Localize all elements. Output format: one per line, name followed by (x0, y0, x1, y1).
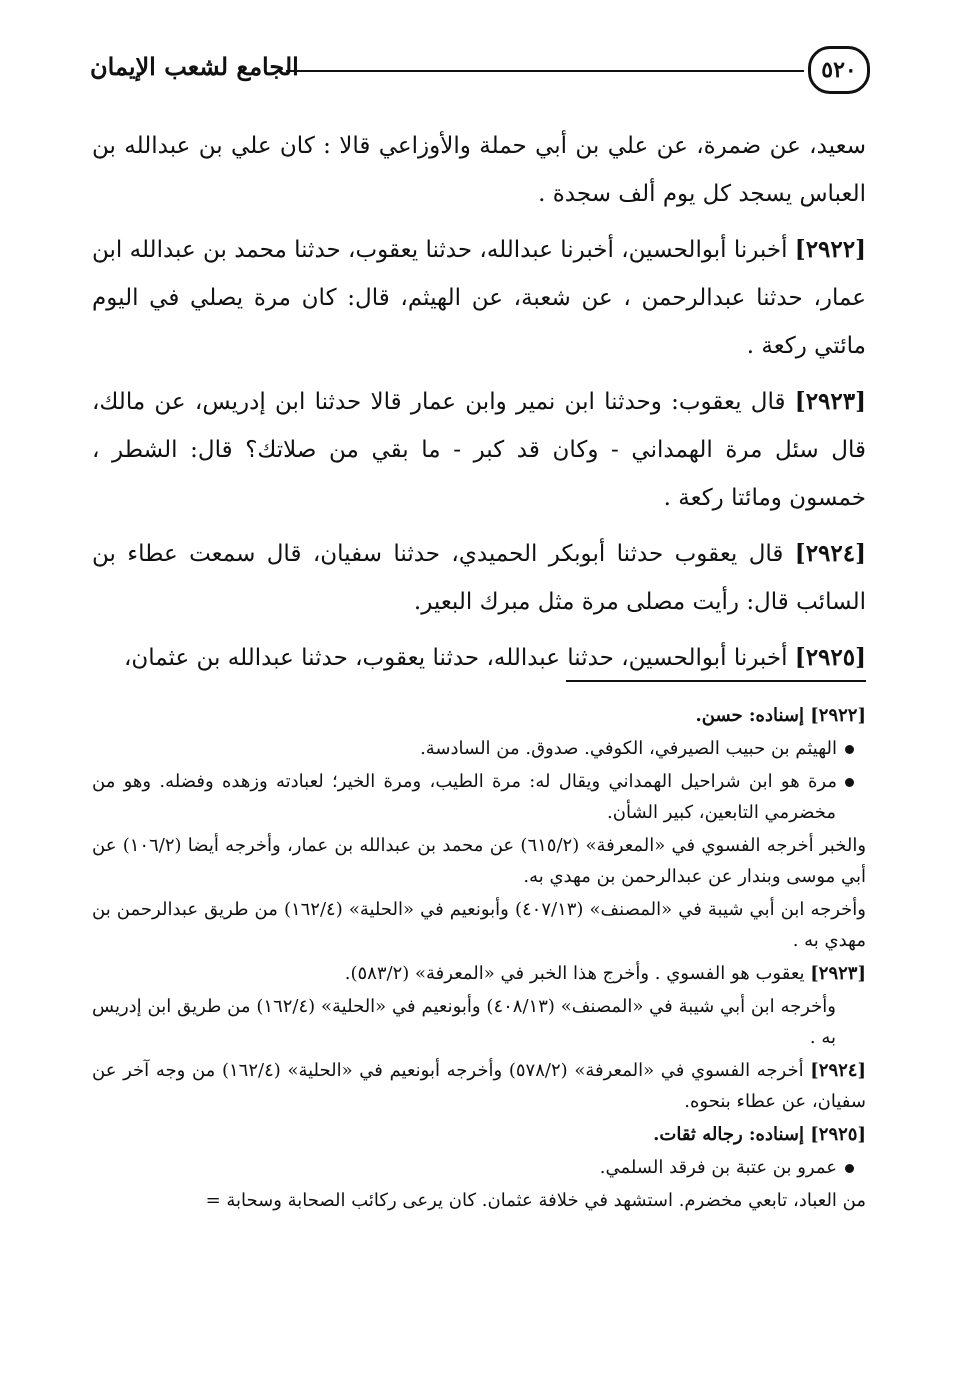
footnote-text: عمرو بن عتبة بن فرقد السلمي. (599, 1157, 837, 1178)
footnote-2924 (92, 1055, 866, 1117)
hadith-2923 (92, 378, 866, 522)
hadith-2924 (92, 530, 866, 626)
hadith-text: أخبرنا أبوالحسين، حدثنا عبدالله، حدثنا يعقوب، حدثنا عبدالله بن عثمان، (123, 645, 795, 671)
footnote-separator (566, 680, 866, 682)
footnote-text: من العباد، تابعي مخضرم. استشهد في خلافة عثمان. كان يرعى ركائب الصحابة وسحابة = (205, 1190, 866, 1211)
footnote-text: وأخرجه ابن أبي شيبة في «المصنف» (٤٠٨/١٣) وأبونعيم في «الحلية» (١٦٢/٤) من طريق ابن إدريس به . (92, 996, 837, 1048)
footnote-2922-heading (92, 700, 866, 731)
hadith-text: قال يعقوب: وحدثنا ابن نمير وابن عمار قالا حدثنا ابن إدريس، عن مالك، قال سئل مرة الهمداني - وكان قد كبر - ما بقي من صلاتك؟ قال: الشطر ، خمسون ومائتا ركعة . (92, 389, 866, 511)
main-text (92, 122, 866, 690)
footnote-heading: يعقوب هو الفسوي . وأخرج هذا الخبر في «المعرفة» (٥٨٣/٢). (344, 963, 811, 984)
hadith-number: [٢٩٢٢] (794, 236, 866, 263)
footnote-bullet-item (92, 1152, 866, 1183)
bullet-icon (845, 745, 854, 754)
header-rule (286, 70, 804, 72)
hadith-2922 (92, 226, 866, 370)
footnote-text: الهيثم بن حبيب الصيرفي، الكوفي. صدوق. من السادسة. (420, 738, 837, 759)
footnote-bullet-item (92, 733, 866, 764)
hadith-number: [٢٩٢٥] (794, 644, 866, 671)
footnote-number: [٢٩٢٢] (810, 705, 866, 726)
hadith-text: قال يعقوب حدثنا أبوبكر الحميدي، حدثنا سفيان، قال سمعت عطاء بن السائب قال: رأيت مصلى مرة مثل مبرك البعير. (92, 541, 866, 615)
bullet-icon (845, 1164, 854, 1173)
footnotes (92, 700, 866, 1218)
hadith-2925 (92, 634, 866, 682)
footnote-number: [٢٩٢٣] (810, 963, 866, 984)
hadith-number: [٢٩٢٤] (794, 540, 866, 567)
paragraph: سعيد، عن ضمرة، عن علي بن أبي حملة والأوزاعي قالا : كان علي بن عبدالله بن العباس يسجد كل يوم ألف سجدة . (92, 133, 866, 207)
footnote-text: أخرجه الفسوي في «المعرفة» (٥٧٨/٢) وأخرجه أبونعيم في «الحلية» (١٦٢/٤) من وجه آخر عن سفيان، عن عطاء بنحوه. (92, 1060, 866, 1112)
footnote-bullet-item (92, 766, 866, 828)
running-title: الجامع لشعب الإيمان (90, 52, 299, 81)
footnote-text: والخبر أخرجه الفسوي في «المعرفة» (٦١٥/٢) عن محمد بن عبدالله بن عمار، وأخرجه أيضا (١٠٦/٢) عن أبي موسى وبندار عن عبدالرحمن بن مهدي به. (92, 835, 867, 887)
footnote-2923-heading (92, 958, 866, 989)
footnote-number: [٢٩٢٤] (810, 1060, 866, 1081)
footnote-text: وأخرجه ابن أبي شيبة في «المصنف» (٤٠٧/١٣) وأبونعيم في «الحلية» (١٦٢/٤) من طريق عبدالرحمن بن مهدي به . (92, 899, 866, 951)
bullet-icon (845, 778, 854, 787)
footnote-heading: إسناده: حسن. (695, 705, 811, 726)
page-number-badge: ٥٢٠ (808, 46, 870, 94)
footnote-2925-heading (92, 1119, 866, 1150)
page-header (90, 40, 870, 102)
footnote-text: مرة هو ابن شراحيل الهمداني ويقال له: مرة الطيب، ومرة الخير؛ لعبادته وزهده وفضله. وهو من مخضرمي التابعين، كبير الشأن. (92, 771, 837, 823)
hadith-text: أخبرنا أبوالحسين، أخبرنا عبدالله، حدثنا يعقوب، حدثنا محمد بن عبدالله ابن عمار، حدثنا عبدالرحمن ، عن شعبة، عن الهيثم، قال: كان مرة يصلي في اليوم مائتي ركعة . (92, 237, 866, 359)
hadith-number: [٢٩٢٣] (794, 388, 866, 415)
footnote-number: [٢٩٢٥] (810, 1124, 866, 1145)
footnote-heading: إسناده: رجاله ثقات. (653, 1124, 811, 1145)
